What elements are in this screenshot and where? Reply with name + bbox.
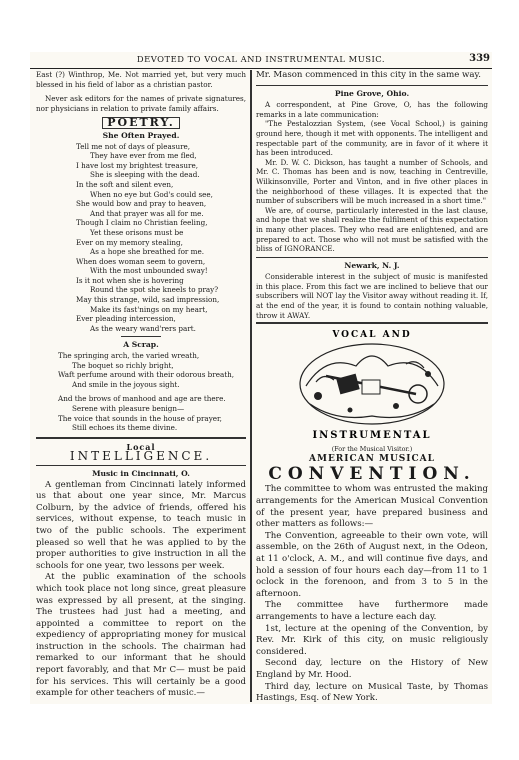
page-margin-bottom (0, 704, 519, 760)
poem-line: And the brows of manhood and age are there. (58, 394, 226, 404)
poem-line: Ever pleading intercession, (76, 314, 176, 324)
section-rule (36, 437, 246, 439)
section-rule-3 (256, 85, 488, 86)
convention-source: (For the Musical Visitor.) (331, 445, 413, 454)
poem-title-a-scrap: A Scrap. (123, 340, 159, 350)
poem-title-she-often-prayed: She Often Prayed. (102, 130, 180, 140)
page-header (30, 52, 492, 68)
poetry-heading (36, 117, 246, 129)
convention-heading-2: CONVENTION. (268, 464, 476, 485)
poem-line: Is it not when she is hovering (76, 275, 184, 285)
poem-line: Waft perfume around with their odorous breath, (58, 370, 235, 380)
poem-line: I have lost my brightest treasure, (76, 160, 199, 170)
convention-paragraph-3: The committee have furthermore made arrangements to have a lecture each day. (256, 600, 488, 622)
poem-line: Still echoes its theme divine. (72, 423, 178, 433)
poem-line: As the weary wand'rers part. (90, 323, 196, 333)
poem-line: Tell me not of days of pleasure, (76, 141, 191, 151)
local-heading: Local (126, 441, 156, 452)
poem-line: Yet these orisons must be (90, 227, 184, 237)
cincinnati-paragraph-1: A gentleman from Cincinnati lately informed us that about one year since, Mr. Marcus Colburn, by the advice of friends, offered his services, without expense, to teach music in two of the public schools. The experiment pleased so well that he was applied to by the proper authorities to give instruction in all the schools for one year, two lessons per week. (36, 479, 246, 571)
convention-paragraph-6: Third day, lecture on Musical Taste, by Thomas Hastings, Esq. of New York. (256, 681, 488, 704)
poem-separator (121, 336, 161, 337)
top-paragraph-2: Never ask editors for the names of private signatures, nor physicians in relation to private family affairs. (36, 94, 246, 113)
article-title-newark: Newark, N. J. (344, 260, 400, 270)
header-rule (30, 68, 492, 69)
header-title: DEVOTED TO VOCAL AND INSTRUMENTAL MUSIC. (136, 54, 386, 64)
section-rule-5 (256, 322, 488, 324)
poem-line: And smile in the joyous sight. (72, 379, 180, 389)
column-divider (250, 70, 252, 702)
pine-grove-paragraph-3: Mr. D. W. C. Dickson, has taught a number of Schools, and Mr. C. Thomas has been and is now, teaching in Centreville, Wilkinsonville, Porter and Vinton, and in five other places in the neighborhood of these villages. It is expected that the number of subscribers will be much increased in a short time." (256, 157, 488, 206)
intelligence-heading: INTELLIGENCE. (69, 449, 213, 464)
right-column (256, 70, 488, 705)
emblem-bottom-text: INSTRUMENTAL (312, 430, 432, 442)
poem-line: Serene with pleasure benign— (72, 404, 185, 413)
section-rule-2 (36, 465, 246, 466)
poem-line: The boquet so richly bright, (72, 360, 174, 370)
poem-line: Make its fast'nings on my heart, (90, 304, 208, 314)
poem-a-scrap-stanza-1 (36, 351, 246, 389)
convention-heading-1: AMERICAN MUSICAL (309, 453, 435, 464)
poem-line: They have ever from me fled, (90, 151, 197, 161)
poem-line: Round the spot she kneels to pray? (90, 285, 219, 295)
top-paragraph-1: East (?) Winthrop, Me. Not married yet, but very much blessed in his field of labor as a christian pastor. (36, 70, 246, 89)
cincinnati-paragraph-2: At the public examination of the schools which took place not long since, great pleasure was expressed by all present, at the singing. The trustees had just had a meeting, and appointed a committee to report on the expediency of appropriating money for musical instruction in the schools. The chairman had remarked to our informant that he should report favorably, and that Mr C— must be paid for his services. This will certainly be a good example for other teachers of music.— (36, 572, 246, 699)
poem-line: And that prayer was all for me. (90, 208, 204, 218)
poem-line: Though I claim no Christian feeling, (76, 218, 208, 228)
poem-line: May this strange, wild, sad impression, (76, 295, 220, 305)
poem-line: As a hope she breathed for me. (90, 247, 204, 257)
poem-line: When no eye but God's could see, (90, 189, 213, 199)
article-title-pine-grove: Pine Grove, Ohio. (334, 88, 410, 98)
vocal-instrumental-emblem (256, 326, 488, 444)
poem-line: She is sleeping with the dead. (90, 170, 200, 180)
poem-line: Ever on my memory stealing, (76, 237, 183, 247)
continued-text: Mr. Mason commenced in this city in the same way. (256, 70, 481, 80)
poem-line: The springing arch, the varied wreath, (58, 351, 200, 361)
pine-grove-paragraph-4: We are, of course, particularly interested in the last clause, and hope that we shall realize the fulfilment of this expectation in many other places. They who read are enlightened, and are prepared to act. Those who will not must be satisfied with the bliss of IGNORANCE. (256, 205, 488, 254)
poem-she-often-prayed (36, 142, 246, 334)
poetry-heading-text: POETRY. (102, 117, 180, 129)
poem-line: When does woman seem to govern, (76, 256, 206, 266)
pine-grove-paragraph-2: "The Pestalozzian System, (see Vocal School,) is gaining ground here, though it met with opponents. The intelligent and respectable part of the community, are in favor of it where it has been introduced. (256, 119, 488, 158)
article-title-cincinnati: Music in Cincinnati, O. (92, 468, 190, 478)
pine-grove-paragraph-1: A correspondent, at Pine Grove, O, has the following remarks in a late communication: (256, 100, 488, 119)
emblem-illustration-icon (256, 326, 488, 444)
emblem-top-text: VOCAL AND (332, 330, 412, 341)
convention-paragraph-5: Second day, lecture on the History of New England by Mr. Hood. (256, 658, 488, 680)
poem-line: The voice that sounds in the house of prayer, (58, 413, 222, 423)
newark-paragraph: Considerable interest in the subject of music is manifested in this place. From this fact we are inclined to believe that our subscribers will NOT lay the Visitor away without reading it. If, at the end of the year, it is found to contain nothing valuable, throw it AWAY. (256, 272, 488, 320)
convention-paragraph-4: 1st, lecture at the opening of the Convention, by Rev. Mr. Kirk of this city, on music religiously considered. (256, 623, 488, 657)
convention-paragraph-1: The committee to whom was entrusted the making arrangements for the American Musical Convention of the present year, have prepared business and other matters as follows:— (256, 484, 488, 530)
poem-line: In the soft and silent even, (76, 179, 174, 189)
poem-line: With the most unbounded sway! (90, 266, 208, 276)
page-number: 339 (469, 53, 490, 64)
poem-line: She would bow and pray to heaven, (76, 199, 207, 209)
poem-a-scrap-stanza-2 (36, 394, 246, 432)
left-column (36, 70, 246, 700)
section-rule-4 (256, 257, 488, 258)
convention-paragraph-2: The Convention, agreeable to their own vote, will assemble, on the 26th of August next, in the Odeon, at 11 o'clock, A. M., and will continue five days, and hold a session of four hours each day—from 11 to 1 oclock in the forenoon, and from 3 to 5 in the afternoon. (256, 530, 488, 599)
